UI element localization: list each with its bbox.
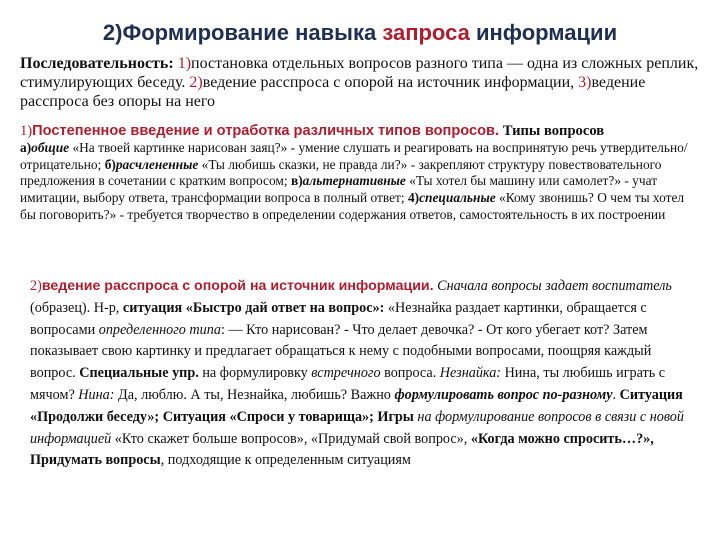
sequence-paragraph <box>20 54 700 111</box>
type-a-term: общие <box>31 139 70 155</box>
part1-number: 1) <box>20 123 33 139</box>
part2-text-7: Да, люблю. А ты, Незнайка, любишь? Важно <box>114 386 395 403</box>
part2-situations: Ситуация «Продолжи беседу»; Ситуация «Спроси у товарища»; Игры <box>30 386 683 425</box>
part2-text-6: Нина, ты любишь играть с мячом? <box>30 365 666 403</box>
part2-bold-italic-1: формулировать вопрос по-разному <box>394 386 613 403</box>
title-part-2: информации <box>469 20 618 45</box>
part2-italic-4: Незнайка: <box>439 365 502 382</box>
type-v-mark: в) <box>290 173 303 189</box>
part2-italic-2: определенного типа <box>98 321 221 338</box>
part2-bold-4: «Когда можно спросить…?», Придумать вопросы <box>30 430 654 469</box>
question-types-paragraph <box>20 123 700 224</box>
type-b-text: «Ты любишь сказки, не правда ли?» - закрепляют структуру повествовательного предложения в сочетании с кратким вопросом; <box>20 156 662 189</box>
part2-text-4: на формулировку <box>198 365 312 382</box>
part2-italic-5: Нина: <box>78 386 115 403</box>
part2-italic-3: встречного <box>311 365 381 382</box>
type-v-text: «Ты хотел бы машину или самолет?» - учат имитации, выбору ответа, трансформации вопроса в полный ответ; <box>20 173 658 206</box>
sequence-label: Последовательность: <box>20 55 178 72</box>
type-a-mark: а) <box>20 139 32 155</box>
part2-italic-1: Сначала вопросы задает воспитатель <box>433 278 672 294</box>
part2-text-1: (образец). Н-р, <box>30 299 123 316</box>
type-b-mark: б) <box>104 156 116 172</box>
type-g-text: «Кому звонишь? О чем ты хотел бы поговорить?» - требуется творчество в определении содержания ответов, самостоятельность в их построении <box>20 190 685 222</box>
part2-text-2: «Незнайка раздает картинки, обращается с вопросами <box>30 299 647 338</box>
sequence-text-3: ведение расспроса без опоры на него <box>20 74 646 110</box>
title-part-1: Формирование навыка <box>122 20 383 45</box>
part2-special-exercises: Специальные упр. <box>79 365 199 382</box>
slide-title <box>0 20 720 46</box>
part2-number: 2) <box>30 278 42 294</box>
part1-heading: Постепенное введение и отработка различных типов вопросов. <box>32 123 500 139</box>
source-questioning-paragraph <box>30 276 698 472</box>
part2-text-8: . <box>612 386 620 403</box>
sequence-number-3: 3) <box>578 74 592 91</box>
type-a-text: «На твоей картинке нарисован заяц?» - умение слушать и реагировать на воспринятую речь утвердительно/отрицательно; <box>20 139 688 172</box>
part2-text-5: вопроса. <box>380 365 440 382</box>
part2-heading: ведение расспроса с опорой на источник информации. <box>41 278 434 294</box>
part2-text-9: «Кто скажет больше вопросов», «Придумай свой вопрос», <box>111 430 471 447</box>
part2-text-3: : — Кто нарисован? - Что делает девочка? - От кого убегает кот? Затем показывает свою картинку и предлагает обращаться к нему с подобными вопросами, поощряя каждый вопрос. <box>30 321 652 382</box>
sequence-number-2: 2) <box>189 74 203 91</box>
type-g-term: специальные <box>419 190 496 206</box>
part2-text-10: , подходящие к определенным ситуациям <box>160 452 411 469</box>
sequence-text-1: постановка отдельных вопросов разного типа — одна из сложных реплик, стимулирующих беседу. <box>20 55 699 91</box>
title-accent-word: запроса <box>382 20 470 45</box>
sequence-number-1: 1) <box>177 55 192 72</box>
sequence-text-2: ведение расспроса с опорой на источник информации, <box>202 74 579 91</box>
type-g-mark: 4) <box>407 190 420 206</box>
part1-types-label: Типы вопросов <box>499 123 605 139</box>
title-number: 2) <box>102 20 123 45</box>
type-b-term: расчлененные <box>115 156 199 172</box>
part2-situation-1: ситуация «Быстро дай ответ на вопрос»: <box>122 299 385 316</box>
part2-italic-6: на формулирование вопросов в связи с новой информацией <box>30 408 684 447</box>
type-v-term: альтернативные <box>302 173 406 189</box>
